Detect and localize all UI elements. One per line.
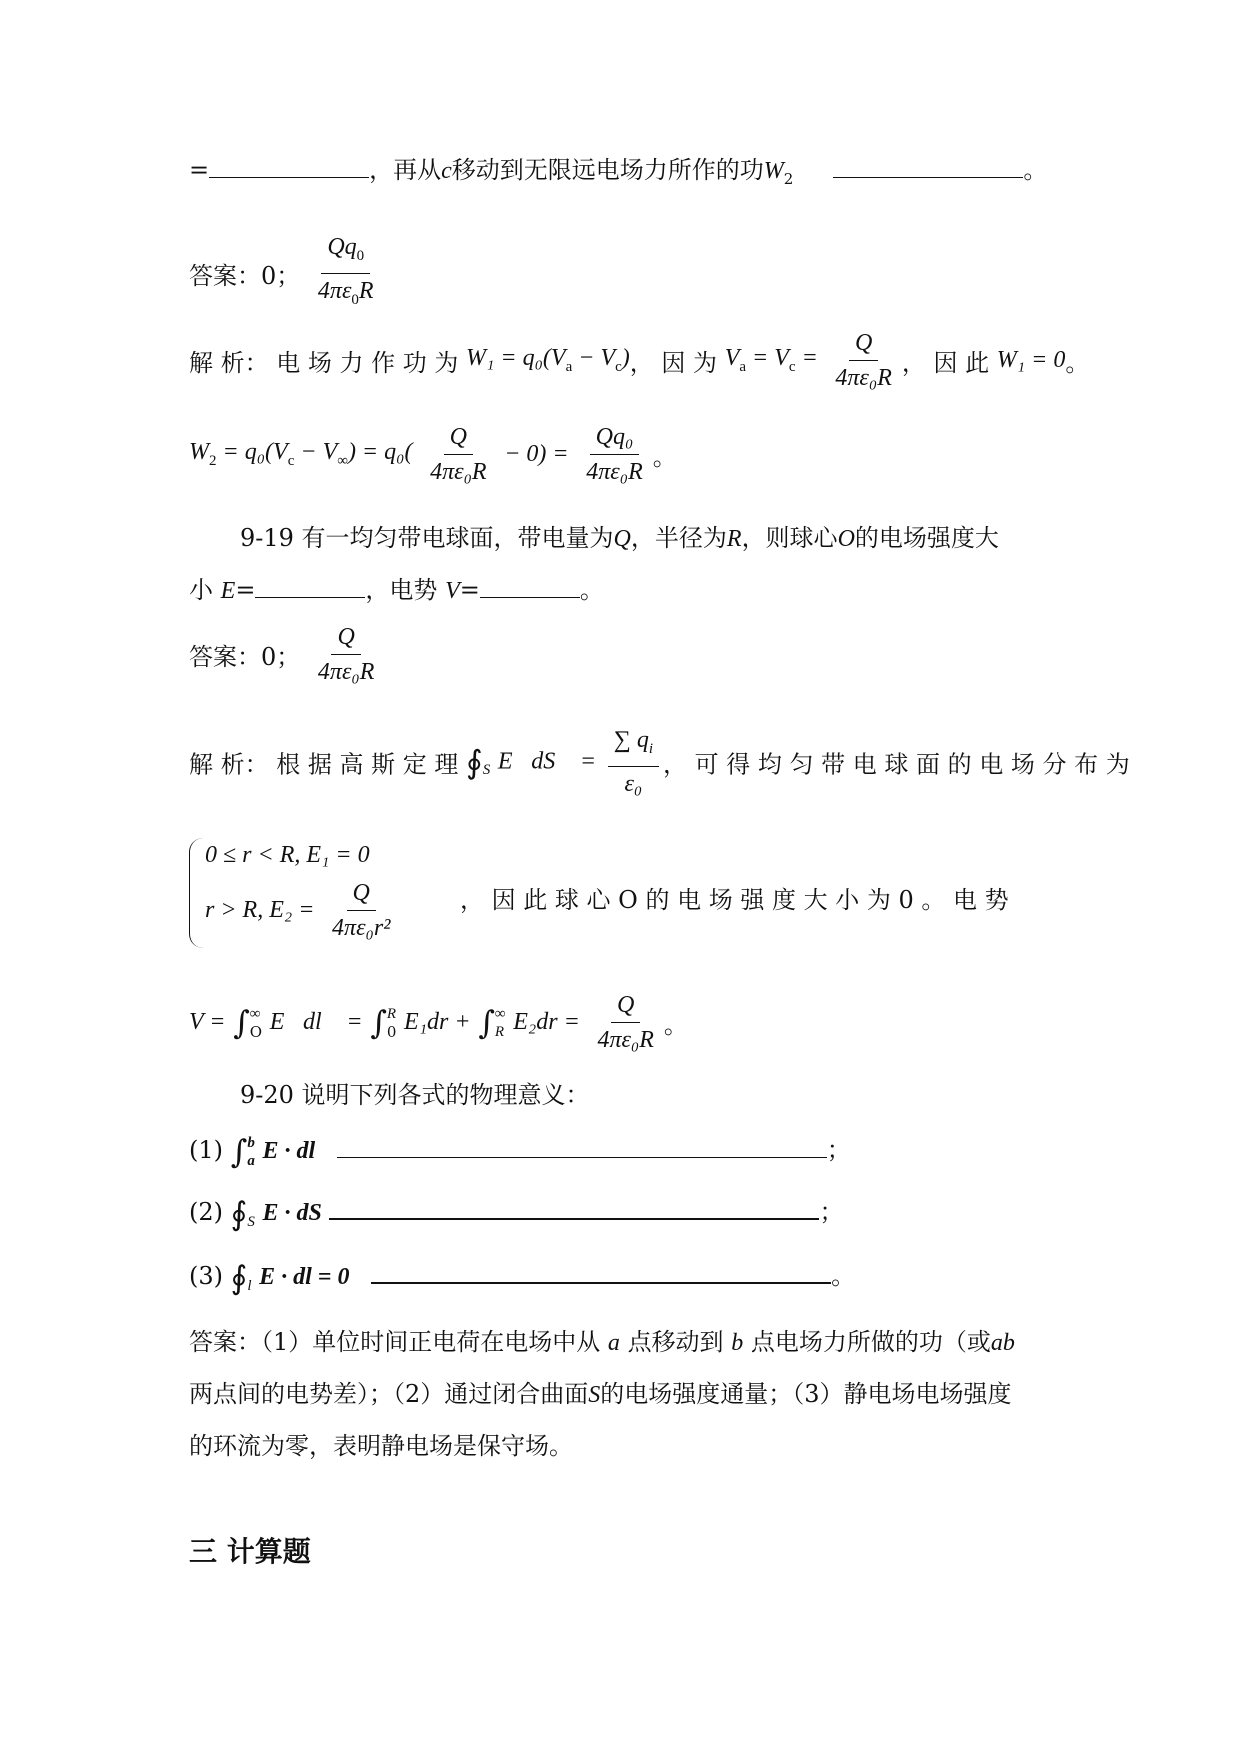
text: 的电场强度通量；（3）静电场电场强度: [600, 1380, 1012, 1408]
text: 。: [652, 443, 677, 471]
numerator: Q: [849, 328, 878, 361]
expr: E₂dr =: [513, 1009, 580, 1035]
fraction: [829, 328, 897, 393]
fraction: [580, 422, 648, 487]
text: ；: [819, 1198, 844, 1226]
question-line-work: [189, 150, 1047, 188]
text: 。: [663, 1011, 688, 1039]
text: ， 可 得 均 匀 带 电 球 面 的 电 场 分 布 为: [662, 750, 1130, 779]
text: 9-20 说明下列各式的物理意义：: [240, 1081, 590, 1109]
fraction: [608, 725, 659, 799]
numerator: Q: [347, 878, 376, 911]
upper-limit: R: [386, 1005, 397, 1022]
fraction: [424, 422, 492, 487]
text: 的电场强度大: [854, 524, 999, 552]
expr: − V: [578, 345, 616, 372]
var-E: E: [220, 578, 236, 604]
denominator: 4πε₀R: [586, 459, 643, 485]
answer-blank: [833, 176, 1023, 178]
case-1: 0 ≤ r < R, E₁ = 0: [205, 842, 370, 868]
var-O: O: [837, 526, 855, 552]
answer-3-line-3: [189, 1426, 573, 1461]
subscript: c: [615, 358, 622, 375]
integral-symbol: ∫: [230, 1132, 248, 1171]
question-9-19-cont: [189, 570, 604, 605]
denominator-R: R: [358, 277, 374, 304]
text: 小: [189, 576, 213, 604]
text: ， 因 为: [629, 349, 718, 377]
text: =: [459, 576, 480, 604]
answer-blank: [329, 1217, 819, 1220]
fraction: [312, 622, 380, 687]
expr: W₁ = q₀(V: [466, 345, 566, 372]
case-tail: [460, 880, 1009, 915]
expr: ): [621, 345, 630, 372]
answer-blank: [255, 596, 365, 598]
text: 点移动到: [627, 1328, 724, 1356]
explanation-2: [189, 725, 1130, 799]
answer-blank: [337, 1156, 827, 1158]
numerator: ∑ q: [613, 727, 649, 753]
item-1: [189, 1130, 851, 1171]
item-label: (3): [189, 1262, 223, 1290]
fraction: [312, 232, 380, 315]
section-heading: 三 计算题: [189, 1535, 311, 1568]
item-label: (1): [189, 1136, 223, 1164]
contour-integral-symbol: ∮: [230, 1194, 248, 1233]
subscript: c: [287, 452, 295, 469]
answer-3-line-1: [189, 1322, 1015, 1357]
text: 。: [1023, 156, 1048, 184]
expr: − V: [300, 439, 338, 466]
text: 答案：（1）单位时间正电荷在电场中从: [189, 1328, 601, 1356]
var-V: V: [445, 578, 460, 604]
upper-limit: ∞: [494, 1005, 506, 1022]
denominator: ε₀: [624, 770, 643, 797]
answer-2: [189, 622, 384, 687]
fraction: [326, 878, 396, 943]
text: ，半径为: [630, 524, 727, 552]
subscript: l: [247, 1277, 252, 1294]
integral-symbol: ∫: [370, 1003, 387, 1042]
numerator: Q: [611, 990, 640, 1023]
text: 的环流为零，表明静电场是保守场。: [189, 1432, 573, 1460]
answer-label: 答案：0；: [189, 261, 301, 290]
var-b: b: [731, 1330, 744, 1356]
subscript: ∞: [337, 452, 348, 469]
integral-symbol: ∫: [478, 1003, 495, 1042]
denominator: 4πε₀r²: [332, 915, 391, 941]
answer-blank: [371, 1281, 831, 1284]
w2-derivation: [189, 422, 677, 487]
expr: W: [189, 439, 209, 466]
integral-symbol: ∫: [233, 1003, 250, 1042]
lower-limit: 0: [386, 1022, 397, 1041]
text: ；: [826, 1136, 851, 1164]
upper-limit: b: [247, 1134, 255, 1151]
cases-brace: [189, 838, 204, 948]
expr: E⃗dl⃗ =: [269, 1009, 363, 1035]
lower-limit: a: [247, 1152, 255, 1169]
denominator: 4πε₀R: [597, 1027, 654, 1053]
text: 移动到无限远电场力所作的功: [451, 156, 764, 184]
item-2: [189, 1192, 843, 1233]
question-9-19: [240, 518, 999, 553]
expr: r > R, E₂ =: [205, 897, 315, 923]
expr: − 0) =: [504, 441, 569, 467]
expr: E₁dr +: [404, 1009, 471, 1035]
var-ab: ab: [990, 1330, 1015, 1356]
contour-integral-symbol: ∮: [466, 742, 483, 781]
answer-1: [189, 232, 384, 315]
expr: E · dl: [262, 1138, 316, 1164]
subscript: 0: [351, 291, 359, 308]
text: ，则球心: [741, 524, 838, 552]
subscript: i: [648, 740, 653, 757]
answer-3-line-2: [189, 1374, 1012, 1409]
var-c: c: [441, 158, 452, 184]
subscript: 2: [209, 452, 217, 469]
explanation-1: 解 析： 电 场 力 作 功 为 $W_1 = q_0(V_a - V_c)$， 因 为 $V_a = V_c$ = $\frac{Q}{\text{4πε₀R}}$ ， 因 此 W₁ = 0。: [189, 330, 1090, 391]
var-S: S: [588, 1382, 601, 1408]
text: 点电场力所做的功（或: [750, 1328, 991, 1356]
fraction: [591, 990, 659, 1055]
text: 。: [579, 576, 604, 604]
item-3: [189, 1256, 855, 1297]
var-Q: Q: [613, 526, 631, 552]
denominator: 4πε: [317, 277, 352, 304]
question-9-20: [240, 1075, 590, 1110]
denominator: 4πε₀R: [430, 459, 487, 485]
expr: W₁ = 0: [996, 347, 1066, 373]
expr: V =: [189, 1009, 226, 1035]
upper-limit: ∞: [249, 1005, 261, 1022]
potential-derivation: [189, 990, 688, 1055]
answer-label: 答案：0；: [189, 643, 301, 671]
expr: = q₀(V: [222, 439, 288, 466]
var-R: R: [726, 526, 742, 552]
text: 9-19 有一均匀带电球面，带电量为: [240, 524, 614, 552]
answer-blank: [209, 176, 369, 178]
var-a: a: [607, 1330, 620, 1356]
expr: E · dl = 0: [259, 1264, 350, 1290]
denominator: 4πε₀R: [317, 659, 375, 685]
denominator: 4πε₀R: [835, 365, 892, 391]
numerator: Q: [331, 622, 360, 655]
numerator: Qq₀: [590, 422, 640, 455]
subscript: 2: [783, 169, 794, 188]
text: ， 因 此: [901, 349, 990, 377]
text: ， 因 此 球 心 O 的 电 场 强 度 大 小 为 0 。 电 势: [460, 886, 1009, 914]
expr: E · dS: [262, 1200, 322, 1226]
text: 解 析： 电 场 力 作 功 为: [189, 349, 459, 377]
item-label: (2): [189, 1198, 223, 1226]
text: 。: [1065, 349, 1090, 377]
subscript: S: [482, 762, 491, 779]
subscript: S: [247, 1213, 255, 1230]
text: =: [189, 156, 210, 184]
text: 。: [831, 1262, 856, 1290]
expr: ) = q₀(: [347, 439, 413, 466]
lower-limit: O: [249, 1022, 263, 1041]
numerator: Q: [444, 422, 473, 455]
var-W: W: [763, 158, 784, 184]
text: ，电势: [365, 576, 438, 604]
answer-blank: [480, 596, 580, 598]
subscript: 0: [356, 247, 365, 264]
text: =: [235, 576, 256, 604]
lower-limit: R: [494, 1023, 505, 1040]
text: 解 析： 根 据 高 斯 定 理: [189, 750, 459, 779]
contour-integral-symbol: ∮: [230, 1258, 248, 1297]
expr: E⃗dS⃗ =: [497, 748, 597, 775]
numerator: Qq: [327, 234, 357, 260]
text: ，再从: [369, 156, 442, 184]
text: 两点间的电势差）；（2）通过闭合曲面: [189, 1380, 589, 1408]
subscript: a: [565, 358, 573, 375]
